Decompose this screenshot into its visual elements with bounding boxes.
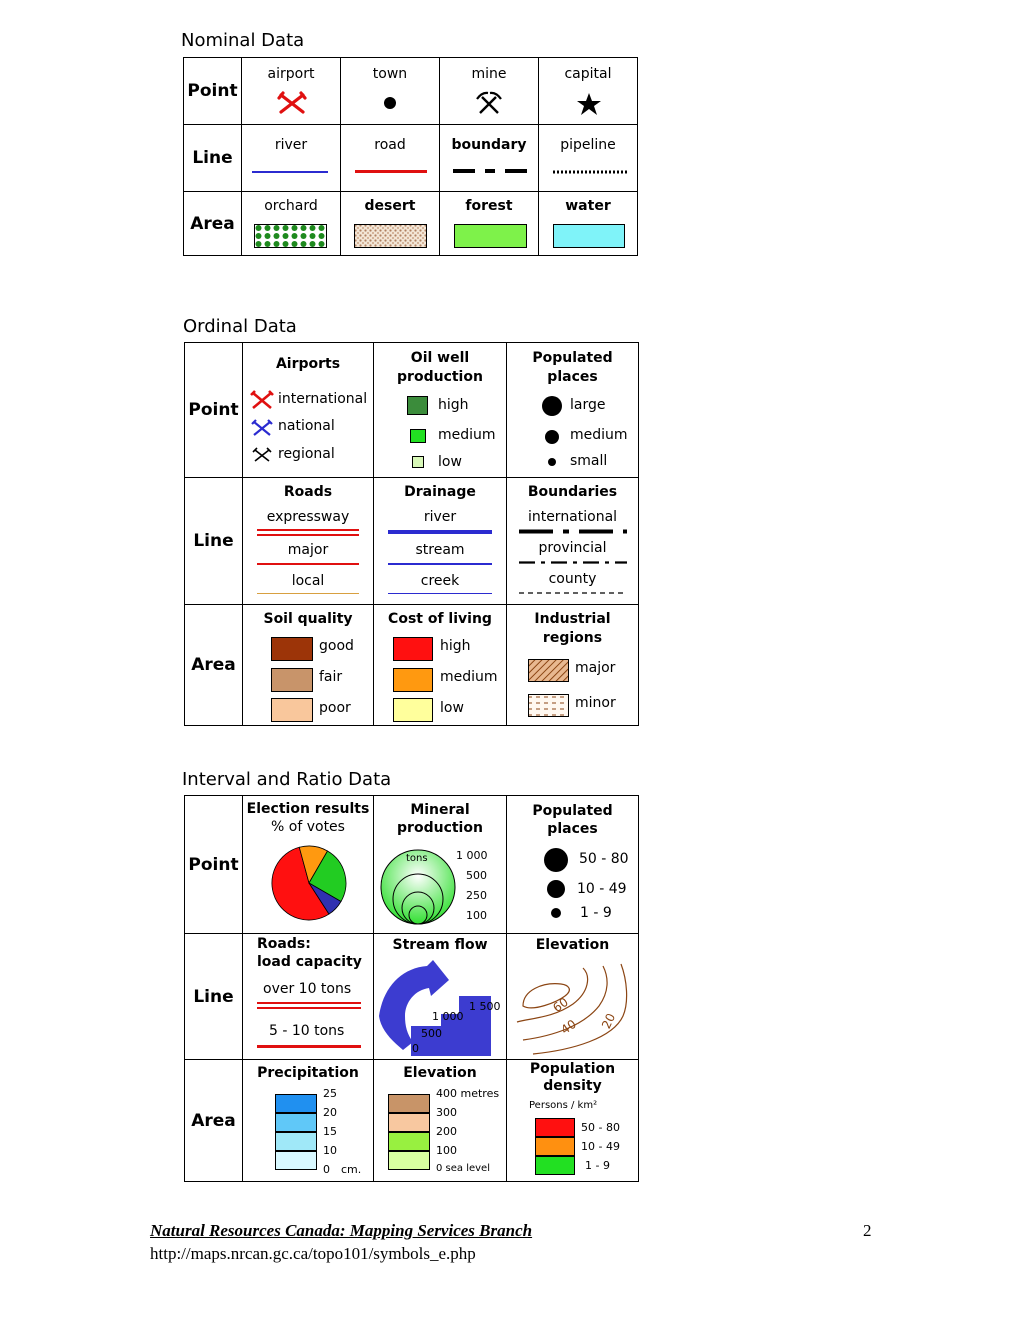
precip-value-25: 25 bbox=[323, 1087, 337, 1100]
road-expressway-line-top bbox=[257, 529, 359, 531]
elevation-value-400: 400 metres bbox=[436, 1087, 500, 1100]
ordinal-boundaries-title: Boundaries bbox=[527, 484, 618, 500]
ordinal-drainage-title: Drainage bbox=[404, 484, 476, 500]
mineral-title: Mineral production bbox=[397, 802, 483, 836]
river-line bbox=[252, 171, 328, 173]
elevation-contour-lines bbox=[513, 960, 633, 1056]
interval-election-cell bbox=[243, 796, 374, 934]
soil-fair-label: fair bbox=[319, 669, 343, 685]
elevation-swatch-300-400 bbox=[388, 1094, 430, 1113]
density-label-50-80: 50 - 80 bbox=[581, 1121, 620, 1134]
airport-national-icon bbox=[252, 419, 272, 437]
ordinal-industrial-cell bbox=[507, 605, 639, 726]
drainage-river-label: river bbox=[423, 509, 457, 525]
interval-stream-cell bbox=[374, 934, 507, 1060]
nominal-orchard-cell bbox=[242, 192, 341, 256]
ordinal-legend-table bbox=[184, 342, 639, 726]
water-swatch bbox=[553, 224, 625, 248]
road-5-10-line bbox=[257, 1045, 361, 1048]
road-over-10-line-1 bbox=[257, 1002, 361, 1004]
populated-large-label: large bbox=[570, 397, 606, 413]
ordinal-oil-title: Oil well production bbox=[397, 350, 483, 385]
drainage-creek-label: creek bbox=[420, 573, 460, 589]
density-title: Population density bbox=[529, 1061, 616, 1094]
nominal-water-cell bbox=[539, 192, 638, 256]
density-label-10-49: 10 - 49 bbox=[581, 1140, 620, 1153]
interval-populated-cell bbox=[507, 796, 639, 934]
soil-poor-label: poor bbox=[319, 700, 351, 716]
footer-source-url: http://maps.nrcan.gc.ca/topo101/symbols_e.php bbox=[150, 1244, 476, 1263]
drainage-creek-line bbox=[388, 593, 492, 594]
road-line bbox=[355, 170, 427, 173]
soil-good-label: good bbox=[319, 638, 354, 654]
airport-label: airport bbox=[267, 66, 315, 82]
industrial-minor-swatch bbox=[528, 694, 569, 717]
road-expressway-label: expressway bbox=[266, 509, 350, 525]
forest-swatch bbox=[454, 224, 527, 248]
boundary-county-label: county bbox=[548, 571, 597, 587]
cost-high-label: high bbox=[440, 638, 471, 654]
interval-roads-cell bbox=[243, 934, 374, 1060]
populated-50-80-dot bbox=[543, 847, 569, 873]
precip-value-10: 10 bbox=[323, 1144, 337, 1157]
nominal-row-point: Point bbox=[184, 58, 242, 125]
ordinal-roads-cell bbox=[243, 478, 374, 605]
industrial-minor-label: minor bbox=[575, 695, 616, 711]
water-label: water bbox=[565, 198, 611, 214]
populated-large-dot bbox=[541, 395, 563, 417]
contour-label-40: 40 bbox=[558, 1016, 579, 1038]
airport-regional-icon bbox=[253, 447, 271, 463]
interval-row-area: Area bbox=[185, 1060, 243, 1182]
oil-medium-label: medium bbox=[438, 427, 496, 443]
ordinal-row-line: Line bbox=[185, 478, 243, 605]
precip-value-0: 0 bbox=[323, 1163, 330, 1176]
populated-medium-label: medium bbox=[570, 427, 628, 443]
drainage-river-line bbox=[388, 530, 492, 534]
orchard-swatch bbox=[254, 224, 327, 248]
contour-label-20: 20 bbox=[599, 1011, 619, 1031]
ordinal-airports-title: Airports bbox=[275, 356, 341, 372]
capital-label: capital bbox=[564, 66, 612, 82]
election-pie-chart bbox=[271, 845, 347, 921]
stream-value-500: 500 bbox=[421, 1027, 442, 1040]
ordinal-drainage-cell bbox=[374, 478, 507, 605]
nominal-road-cell bbox=[341, 125, 440, 192]
election-title: Election results bbox=[246, 801, 370, 817]
nominal-desert-cell bbox=[341, 192, 440, 256]
precip-unit: cm. bbox=[341, 1163, 362, 1176]
ordinal-soil-cell bbox=[243, 605, 374, 726]
boundary-county-line bbox=[519, 592, 627, 594]
interval-populated-title: Populated places bbox=[532, 803, 613, 837]
elevation-line-title: Elevation bbox=[535, 937, 610, 953]
precip-title: Precipitation bbox=[257, 1065, 359, 1081]
elevation-area-title: Elevation bbox=[403, 1065, 477, 1081]
interval-row-point: Point bbox=[185, 796, 243, 934]
elevation-value-300: 300 bbox=[436, 1106, 457, 1119]
desert-label: desert bbox=[364, 198, 416, 214]
oil-low-label: low bbox=[438, 454, 462, 470]
road-local-label: local bbox=[291, 573, 325, 589]
populated-small-dot bbox=[547, 457, 557, 467]
ordinal-cost-title: Cost of living bbox=[388, 611, 492, 627]
oil-medium-swatch bbox=[410, 429, 426, 443]
interval-precip-cell bbox=[243, 1060, 374, 1182]
precip-swatch-15-20 bbox=[275, 1113, 317, 1132]
oil-low-swatch bbox=[412, 456, 424, 468]
nominal-section-title: Nominal Data bbox=[181, 30, 305, 51]
precip-value-15: 15 bbox=[323, 1125, 337, 1138]
ordinal-row-point: Point bbox=[185, 343, 243, 478]
density-label-1-9: 1 - 9 bbox=[585, 1159, 610, 1172]
oil-high-label: high bbox=[438, 397, 469, 413]
town-icon bbox=[383, 96, 397, 110]
town-label: town bbox=[372, 66, 408, 82]
density-swatch-1-9 bbox=[535, 1156, 575, 1175]
precip-swatch-10-15 bbox=[275, 1132, 317, 1151]
populated-10-49-dot bbox=[546, 879, 566, 899]
interval-mineral-cell bbox=[374, 796, 507, 934]
road-major-line bbox=[257, 563, 359, 565]
road-over-10-label: over 10 tons bbox=[263, 981, 352, 997]
soil-fair-swatch bbox=[271, 668, 313, 692]
soil-poor-swatch bbox=[271, 698, 313, 722]
interval-density-cell bbox=[507, 1060, 639, 1182]
stream-value-0: 0 bbox=[412, 1042, 419, 1055]
nominal-river-cell bbox=[242, 125, 341, 192]
ordinal-industrial-title: Industrial regions bbox=[534, 611, 611, 646]
interval-elevation-area-cell bbox=[374, 1060, 507, 1182]
boundary-provincial-line bbox=[519, 561, 627, 564]
mineral-value-250: 250 bbox=[466, 889, 487, 902]
industrial-major-swatch bbox=[528, 659, 569, 682]
river-label: river bbox=[274, 137, 308, 153]
industrial-major-label: major bbox=[575, 660, 616, 676]
pipeline-label: pipeline bbox=[560, 137, 616, 153]
soil-good-swatch bbox=[271, 637, 313, 661]
nominal-airport-cell bbox=[242, 58, 341, 125]
populated-10-49-label: 10 - 49 bbox=[577, 881, 627, 897]
mine-label: mine bbox=[471, 66, 507, 82]
road-expressway-line-bottom bbox=[257, 534, 359, 536]
contour-label-60: 60 bbox=[550, 994, 571, 1016]
stream-value-1000: 1 000 bbox=[432, 1010, 464, 1023]
road-local-line bbox=[257, 593, 359, 594]
ordinal-row-area: Area bbox=[185, 605, 243, 726]
pipeline-line bbox=[553, 170, 627, 174]
road-label: road bbox=[374, 137, 406, 153]
nominal-legend-table bbox=[183, 57, 638, 256]
airport-regional-label: regional bbox=[278, 446, 335, 462]
ordinal-populated-cell bbox=[507, 343, 639, 478]
nominal-forest-cell bbox=[440, 192, 539, 256]
nominal-town-cell bbox=[341, 58, 440, 125]
stream-value-1500: 1 500 bbox=[469, 1000, 501, 1013]
elevation-value-200: 200 bbox=[436, 1125, 457, 1138]
ordinal-roads-title: Roads bbox=[283, 484, 333, 500]
interval-elevation-line-cell bbox=[507, 934, 639, 1060]
cost-medium-label: medium bbox=[440, 669, 498, 685]
boundary-label: boundary bbox=[451, 137, 527, 153]
precip-value-20: 20 bbox=[323, 1106, 337, 1119]
stream-title: Stream flow bbox=[392, 937, 488, 953]
page-number: 2 bbox=[863, 1221, 872, 1240]
mineral-unit-label: tons bbox=[406, 853, 428, 864]
desert-swatch bbox=[354, 224, 427, 248]
nominal-capital-cell bbox=[539, 58, 638, 125]
precip-swatch-20-25 bbox=[275, 1094, 317, 1113]
star-icon bbox=[576, 92, 602, 116]
airport-icon bbox=[279, 92, 305, 114]
boundary-international-label: international bbox=[527, 509, 618, 525]
road-5-10-label: 5 - 10 tons bbox=[269, 1023, 345, 1039]
cost-low-swatch bbox=[393, 698, 433, 722]
ordinal-airports-cell bbox=[243, 343, 374, 478]
boundary-international-line bbox=[519, 529, 627, 534]
drainage-stream-line bbox=[388, 563, 492, 565]
cost-low-label: low bbox=[440, 700, 464, 716]
ordinal-cost-cell bbox=[374, 605, 507, 726]
ordinal-soil-title: Soil quality bbox=[263, 611, 353, 627]
cost-high-swatch bbox=[393, 637, 433, 661]
elevation-value-0: 0 sea level bbox=[436, 1163, 490, 1174]
nominal-pipeline-cell bbox=[539, 125, 638, 192]
footer-source-title: Natural Resources Canada: Mapping Services Branch bbox=[150, 1221, 533, 1240]
airport-international-icon bbox=[251, 390, 273, 410]
cost-medium-swatch bbox=[393, 668, 433, 692]
forest-label: forest bbox=[465, 198, 513, 214]
boundary-line bbox=[453, 168, 529, 174]
election-subtitle: % of votes bbox=[271, 819, 345, 835]
mineral-value-1000: 1 000 bbox=[456, 849, 488, 862]
interval-roads-subtitle: load capacity bbox=[257, 954, 362, 970]
precip-swatch-0-10 bbox=[275, 1151, 317, 1170]
interval-legend-table bbox=[184, 795, 639, 1182]
density-unit: Persons / km² bbox=[529, 1100, 598, 1111]
nominal-mine-cell bbox=[440, 58, 539, 125]
populated-1-9-dot bbox=[550, 907, 562, 919]
road-major-label: major bbox=[287, 542, 329, 558]
elevation-value-100: 100 bbox=[436, 1144, 457, 1157]
airport-international-label: international bbox=[278, 391, 368, 407]
density-swatch-50-80 bbox=[535, 1118, 575, 1137]
oil-high-swatch bbox=[407, 396, 428, 415]
drainage-stream-label: stream bbox=[415, 542, 465, 558]
orchard-label: orchard bbox=[264, 198, 318, 214]
road-over-10-line-2 bbox=[257, 1007, 361, 1009]
interval-row-line: Line bbox=[185, 934, 243, 1060]
elevation-swatch-0-100 bbox=[388, 1151, 430, 1170]
populated-small-label: small bbox=[570, 453, 608, 469]
interval-roads-title: Roads: bbox=[257, 936, 311, 952]
elevation-swatch-100-200 bbox=[388, 1132, 430, 1151]
nominal-boundary-cell bbox=[440, 125, 539, 192]
interval-section-title: Interval and Ratio Data bbox=[182, 769, 392, 790]
populated-medium-dot bbox=[544, 429, 560, 445]
ordinal-boundaries-cell bbox=[507, 478, 639, 605]
boundary-provincial-label: provincial bbox=[538, 540, 607, 556]
populated-1-9-label: 1 - 9 bbox=[580, 905, 612, 921]
airport-national-label: national bbox=[278, 418, 335, 434]
nominal-row-area: Area bbox=[184, 192, 242, 256]
mineral-value-100: 100 bbox=[466, 909, 487, 922]
ordinal-oil-cell bbox=[374, 343, 507, 478]
ordinal-populated-title: Populated places bbox=[532, 350, 613, 385]
elevation-swatch-200-300 bbox=[388, 1113, 430, 1132]
mine-icon bbox=[476, 91, 502, 115]
mineral-value-500: 500 bbox=[466, 869, 487, 882]
ordinal-section-title: Ordinal Data bbox=[183, 316, 297, 337]
nominal-row-line: Line bbox=[184, 125, 242, 192]
populated-50-80-label: 50 - 80 bbox=[579, 851, 629, 867]
density-swatch-10-49 bbox=[535, 1137, 575, 1156]
